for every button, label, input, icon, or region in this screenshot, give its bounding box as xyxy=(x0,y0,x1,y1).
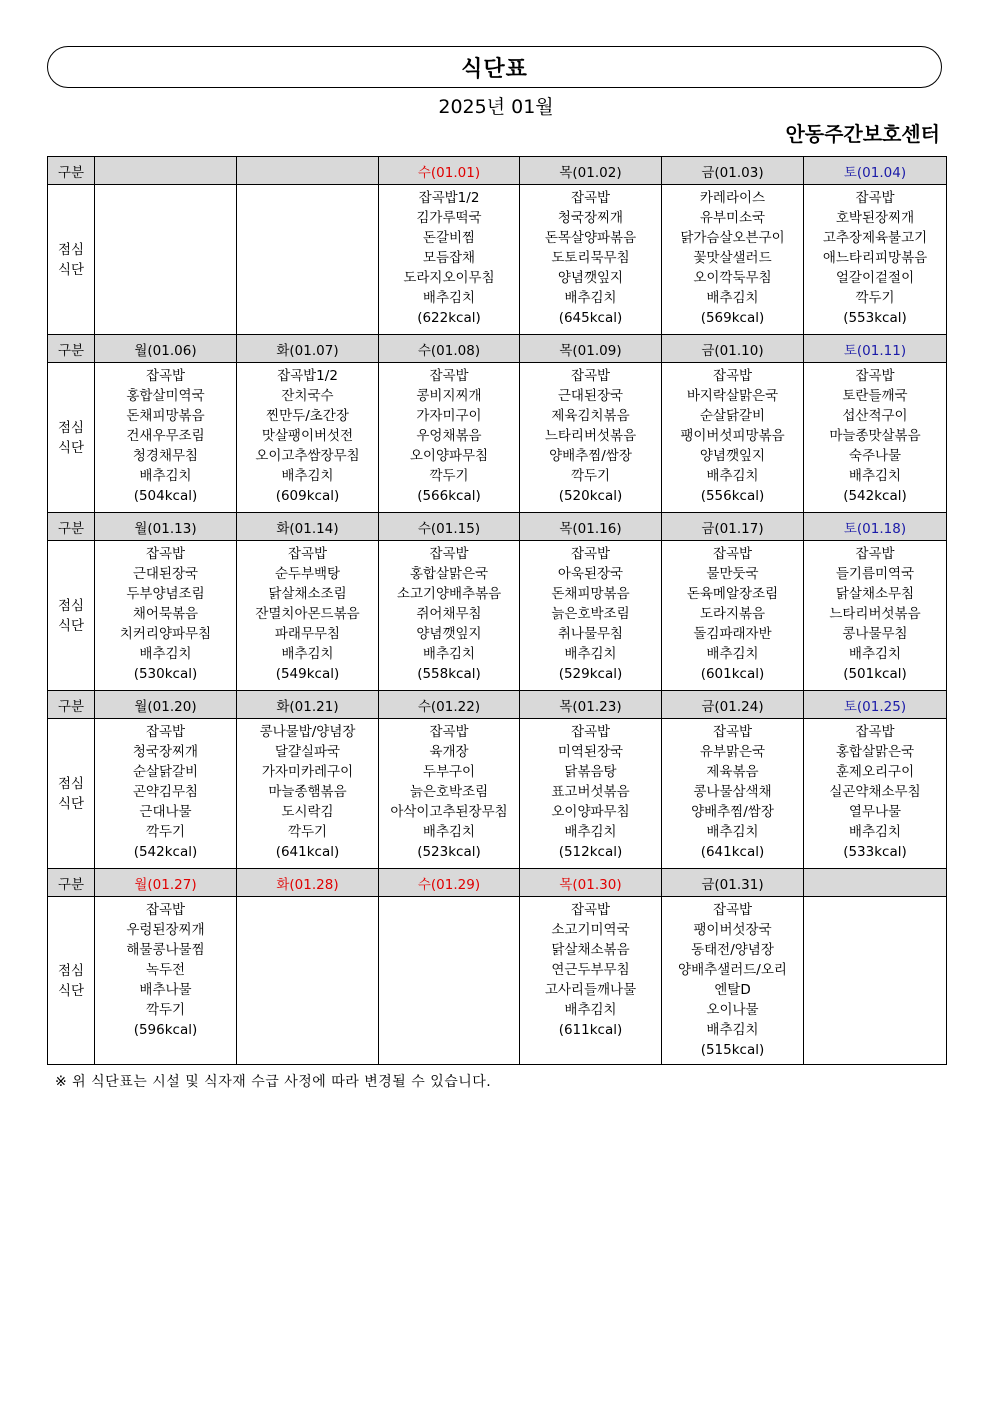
month-subtitle: 2025년 01월 xyxy=(438,96,554,118)
menu-item: 청국장찌개 xyxy=(557,210,624,226)
menu-item: 오이양파무침 xyxy=(551,804,630,820)
menu-item: 돈육메알장조림 xyxy=(686,586,779,602)
day-menu-cell xyxy=(662,363,804,513)
menu-item: 잡곡밥 xyxy=(855,368,895,384)
day-header: 월(01.06) xyxy=(95,335,237,363)
day-header: 목(01.30) xyxy=(520,869,662,897)
section-label: 구분 xyxy=(48,869,95,897)
menu-item: 배추김치 xyxy=(139,468,192,484)
menu-item: (596kcal) xyxy=(133,1022,198,1038)
section-label: 구분 xyxy=(48,157,95,185)
menu-item: 순살닭갈비 xyxy=(132,764,199,780)
menu-item: (566kcal) xyxy=(417,488,481,504)
menu-item: 쥐어채무침 xyxy=(416,606,482,622)
menu-item: 숙주나물 xyxy=(848,448,902,464)
menu-item: 잡곡밥 xyxy=(570,902,611,918)
day-header xyxy=(237,157,379,185)
week-menu-row xyxy=(48,719,947,869)
menu-item: 배추김치 xyxy=(564,1002,617,1018)
menu-item: 바지락살맑은국 xyxy=(686,388,779,404)
meal-label-line: 점심 xyxy=(57,597,85,614)
day-header: 월(01.27) xyxy=(95,869,237,897)
menu-item: (529kcal) xyxy=(558,666,623,682)
menu-item: 마늘종맛살볶음 xyxy=(829,428,921,444)
day-header: 토(01.11) xyxy=(804,335,947,363)
meal-label xyxy=(48,719,95,869)
day-header: 수(01.01) xyxy=(379,157,520,185)
menu-item: 채어묵볶음 xyxy=(132,606,199,622)
menu-item: (553kcal) xyxy=(843,310,907,326)
menu-item: 깍두기 xyxy=(855,290,895,306)
menu-item: 배추김치 xyxy=(706,468,759,484)
day-header: 목(01.02) xyxy=(520,157,662,185)
day-menu-cell xyxy=(520,541,662,691)
menu-item: 홍합살맑은국 xyxy=(835,744,915,760)
menu-item: 가자미카레구이 xyxy=(261,764,354,780)
menu-item: 양념깻잎지 xyxy=(557,270,624,286)
menu-item: 순살닭갈비 xyxy=(699,408,766,424)
menu-item: 치커리양파무침 xyxy=(119,626,212,642)
menu-item: 꽃맛살샐러드 xyxy=(693,250,772,266)
meal-label xyxy=(48,185,95,335)
menu-item: 돈목살양파볶음 xyxy=(544,230,637,246)
day-menu-cell xyxy=(520,719,662,869)
menu-item: 연근두부무침 xyxy=(551,962,630,978)
menu-item: 건새우무조림 xyxy=(126,428,205,444)
menu-item: 양념깻잎지 xyxy=(416,626,482,642)
day-menu-cell xyxy=(662,897,804,1065)
menu-item: 잡곡밥 xyxy=(570,724,611,740)
menu-item: 배추김치 xyxy=(706,646,759,662)
menu-item: 배추김치 xyxy=(281,468,334,484)
day-menu-cell xyxy=(379,897,520,1065)
day-menu-cell xyxy=(379,541,520,691)
menu-item: 콩비지찌개 xyxy=(416,388,482,404)
menu-item: 잡곡밥 xyxy=(570,190,611,206)
menu-item: (533kcal) xyxy=(843,844,907,860)
menu-item: 물만둣국 xyxy=(706,566,759,582)
day-header: 금(01.10) xyxy=(662,335,804,363)
menu-item: 달걀실파국 xyxy=(274,744,341,760)
menu-item: 깍두기 xyxy=(429,468,469,484)
week-menu-row xyxy=(48,897,947,1065)
menu-item: 근대나물 xyxy=(139,804,192,820)
day-header: 수(01.22) xyxy=(379,691,520,719)
menu-item: 잡곡밥 xyxy=(145,902,186,918)
menu-item: 호박된장찌개 xyxy=(835,210,915,226)
menu-item: (523kcal) xyxy=(417,844,481,860)
day-header: 화(01.21) xyxy=(237,691,379,719)
day-menu-cell xyxy=(804,897,947,1065)
menu-item: 배추김치 xyxy=(848,468,902,484)
meal-label-line: 식단 xyxy=(57,795,85,812)
menu-item: 유부맑은국 xyxy=(699,744,766,760)
menu-item: 배추김치 xyxy=(706,290,759,306)
day-header: 목(01.16) xyxy=(520,513,662,541)
menu-item: 잡곡밥 xyxy=(429,546,469,562)
day-header: 월(01.13) xyxy=(95,513,237,541)
meal-label-line: 식단 xyxy=(57,439,85,456)
menu-item: 배추나물 xyxy=(139,982,192,998)
day-menu-cell xyxy=(804,363,947,513)
menu-item: 잡곡밥 xyxy=(855,724,895,740)
week-header-row xyxy=(48,869,947,897)
day-menu-cell xyxy=(95,897,237,1065)
menu-item: 배추김치 xyxy=(139,646,192,662)
section-label: 구분 xyxy=(48,513,95,541)
menu-item: 홍합살미역국 xyxy=(126,388,205,404)
day-header: 월(01.20) xyxy=(95,691,237,719)
menu-item: (504kcal) xyxy=(133,488,198,504)
menu-item: 맛살팽이버섯전 xyxy=(261,428,354,444)
menu-item: (542kcal) xyxy=(843,488,907,504)
menu-item: 돌김파래자반 xyxy=(693,626,772,642)
menu-item: 제육김치볶음 xyxy=(551,408,630,424)
menu-item: 애느타리피망볶음 xyxy=(822,250,928,266)
menu-item: 오이양파무침 xyxy=(409,448,489,464)
menu-item: 늙은호박조림 xyxy=(551,606,630,622)
meal-label xyxy=(48,897,95,1065)
menu-item: 잔멸치아몬드볶음 xyxy=(255,606,360,622)
menu-item: 잔치국수 xyxy=(281,388,334,404)
menu-item: 청경채무침 xyxy=(132,448,199,464)
menu-item: 잡곡밥 xyxy=(287,546,328,562)
menu-item: 돈갈비찜 xyxy=(422,230,476,246)
day-header: 토(01.25) xyxy=(804,691,947,719)
menu-item: 잡곡밥 xyxy=(855,546,895,562)
meal-label-line: 점심 xyxy=(57,962,85,979)
menu-item: 오이고추쌈장무침 xyxy=(255,448,360,464)
menu-item: 청국장찌개 xyxy=(132,744,199,760)
menu-item: 배추김치 xyxy=(706,824,759,840)
meal-label-line: 식단 xyxy=(57,617,85,634)
menu-item: 닭볶음탕 xyxy=(564,764,617,780)
menu-item: (512kcal) xyxy=(558,844,623,860)
day-menu-cell xyxy=(520,897,662,1065)
day-menu-cell xyxy=(520,363,662,513)
meal-label-line: 식단 xyxy=(57,261,85,278)
day-menu-cell xyxy=(662,185,804,335)
menu-item: 도라지오이무침 xyxy=(403,270,495,286)
menu-item: 토란들깨국 xyxy=(842,388,908,404)
menu-item: 소고기양배추볶음 xyxy=(396,586,502,602)
menu-item: 배추김치 xyxy=(564,646,617,662)
menu-item: 돈채피망볶음 xyxy=(551,586,630,602)
day-header: 화(01.07) xyxy=(237,335,379,363)
meal-label xyxy=(48,541,95,691)
menu-item: 도라지볶음 xyxy=(699,606,766,622)
menu-item: 홍합살맑은국 xyxy=(409,566,489,582)
menu-item: 엔탈D xyxy=(714,982,751,998)
menu-item: (611kcal) xyxy=(558,1022,623,1038)
menu-item: 실곤약채소무침 xyxy=(829,784,921,800)
menu-item: 잡곡밥 xyxy=(570,368,611,384)
menu-item: 제육볶음 xyxy=(706,764,759,780)
menu-item: 콩나물밥/양념장 xyxy=(259,724,356,740)
menu-item: 깍두기 xyxy=(570,468,611,484)
day-header: 화(01.14) xyxy=(237,513,379,541)
day-menu-cell xyxy=(95,719,237,869)
day-header: 수(01.08) xyxy=(379,335,520,363)
menu-item: 들기름미역국 xyxy=(835,566,915,582)
menu-item: (641kcal) xyxy=(700,844,765,860)
menu-item: 소고기미역국 xyxy=(551,922,630,938)
menu-item: 팽이버섯피망볶음 xyxy=(680,428,785,444)
day-menu-cell xyxy=(379,363,520,513)
menu-item: 배추김치 xyxy=(564,824,617,840)
menu-item: 깍두기 xyxy=(145,824,186,840)
menu-item: 배추김치 xyxy=(848,824,902,840)
menu-item: (641kcal) xyxy=(275,844,340,860)
menu-item: 닭살채소무침 xyxy=(835,586,915,602)
day-menu-cell xyxy=(379,719,520,869)
menu-item: 양배추샐러드/오리 xyxy=(678,962,787,978)
menu-item: 배추김치 xyxy=(564,290,617,306)
menu-item: 닭가슴살오븐구이 xyxy=(680,230,785,246)
day-menu-cell xyxy=(237,185,379,335)
menu-item: 근대된장국 xyxy=(557,388,624,404)
center-name: 안동주간보호센터 xyxy=(785,122,940,146)
menu-item: 열무나물 xyxy=(848,804,902,820)
menu-item: 섭산적구이 xyxy=(842,408,908,424)
day-menu-cell xyxy=(95,541,237,691)
menu-item: 아욱된장국 xyxy=(557,566,624,582)
menu-item: (609kcal) xyxy=(275,488,340,504)
day-header: 토(01.18) xyxy=(804,513,947,541)
menu-item: 취나물무침 xyxy=(557,626,624,642)
menu-item: 파래무무침 xyxy=(274,626,341,642)
meal-label-line: 식단 xyxy=(57,982,85,999)
menu-item: 배추김치 xyxy=(281,646,334,662)
menu-item: (515kcal) xyxy=(700,1042,765,1058)
footnote: ※ 위 식단표는 시설 및 식자재 수급 사정에 따라 변경될 수 있습니다. xyxy=(55,1074,492,1090)
menu-item: 닭살채소볶음 xyxy=(551,942,630,958)
menu-item: 늙은호박조림 xyxy=(409,784,489,800)
menu-item: 돈채피망볶음 xyxy=(126,408,205,424)
day-menu-cell xyxy=(95,185,237,335)
menu-item: 녹두전 xyxy=(145,962,186,978)
menu-item: 아삭이고추된장무침 xyxy=(390,804,508,820)
menu-item: 잡곡밥 xyxy=(712,724,753,740)
menu-item: 콩나물무침 xyxy=(842,626,908,642)
menu-item: 두부구이 xyxy=(422,764,476,780)
section-label: 구분 xyxy=(48,691,95,719)
week-header-row xyxy=(48,335,947,363)
menu-item: 콩나물삼색채 xyxy=(693,784,772,800)
week-menu-row xyxy=(48,363,947,513)
day-header: 금(01.17) xyxy=(662,513,804,541)
week-header-row xyxy=(48,513,947,541)
menu-item: 찐만두/초간장 xyxy=(266,408,349,424)
menu-item: 잡곡밥1/2 xyxy=(418,190,480,206)
menu-item: 잡곡밥 xyxy=(570,546,611,562)
menu-item: 닭살채소조림 xyxy=(268,586,347,602)
menu-item: 깍두기 xyxy=(145,1002,186,1018)
week-header-row xyxy=(48,157,947,185)
menu-item: 잡곡밥 xyxy=(429,724,469,740)
menu-item: 두부양념조림 xyxy=(126,586,205,602)
day-menu-cell xyxy=(237,719,379,869)
menu-item: 마늘종햄볶음 xyxy=(268,784,347,800)
day-header: 토(01.04) xyxy=(804,157,947,185)
day-header: 화(01.28) xyxy=(237,869,379,897)
menu-item: 배추김치 xyxy=(422,824,476,840)
menu-item: 고사리들깨나물 xyxy=(544,982,637,998)
menu-item: (645kcal) xyxy=(558,310,623,326)
menu-item: 양념깻잎지 xyxy=(699,448,766,464)
menu-item: 잡곡밥 xyxy=(429,368,469,384)
menu-item: 잡곡밥 xyxy=(145,368,186,384)
menu-item: 카레라이스 xyxy=(699,190,766,206)
menu-item: (530kcal) xyxy=(133,666,198,682)
menu-item: (542kcal) xyxy=(133,844,198,860)
menu-item: 미역된장국 xyxy=(557,744,624,760)
meal-label-line: 점심 xyxy=(57,241,85,258)
menu-item: 느타리버섯볶음 xyxy=(829,606,921,622)
week-header-row xyxy=(48,691,947,719)
day-header: 목(01.09) xyxy=(520,335,662,363)
section-label: 구분 xyxy=(48,335,95,363)
menu-item: 느타리버섯볶음 xyxy=(544,428,637,444)
menu-item: (549kcal) xyxy=(275,666,340,682)
week-menu-row xyxy=(48,185,947,335)
day-menu-cell xyxy=(237,541,379,691)
day-header: 금(01.31) xyxy=(662,869,804,897)
day-header: 금(01.03) xyxy=(662,157,804,185)
page-title: 식단표 xyxy=(461,56,528,82)
menu-item: 곤약김무침 xyxy=(132,784,199,800)
menu-item: (622kcal) xyxy=(417,310,481,326)
week-menu-row xyxy=(48,541,947,691)
menu-item: 오이깍둑무침 xyxy=(693,270,772,286)
menu-item: 훈제오리구이 xyxy=(835,764,915,780)
menu-item: 표고버섯볶음 xyxy=(551,784,630,800)
menu-item: 고추장제육불고기 xyxy=(822,230,928,246)
meal-label-line: 점심 xyxy=(57,775,85,792)
day-menu-cell xyxy=(662,541,804,691)
menu-item: 도시락김 xyxy=(281,804,334,820)
menu-item: 김가루떡국 xyxy=(416,210,482,226)
menu-item: 육개장 xyxy=(429,744,469,760)
day-menu-cell xyxy=(804,185,947,335)
menu-item: (558kcal) xyxy=(417,666,481,682)
day-menu-cell xyxy=(804,719,947,869)
menu-item: 양배추찜/쌈장 xyxy=(549,448,632,464)
menu-item: 배추김치 xyxy=(706,1022,759,1038)
meal-label-line: 점심 xyxy=(57,419,85,436)
day-header xyxy=(804,869,947,897)
menu-item: 해물콩나물찜 xyxy=(126,942,205,958)
menu-item: (601kcal) xyxy=(700,666,765,682)
menu-item: 배추김치 xyxy=(422,646,476,662)
day-header: 수(01.15) xyxy=(379,513,520,541)
day-menu-cell xyxy=(237,897,379,1065)
menu-item: 모듬잡채 xyxy=(422,250,476,266)
day-menu-cell xyxy=(379,185,520,335)
menu-item: 유부미소국 xyxy=(699,210,766,226)
menu-item: 잡곡밥1/2 xyxy=(277,368,338,384)
menu-item: 동태전/양념장 xyxy=(691,942,774,958)
meal-label xyxy=(48,363,95,513)
menu-item: (520kcal) xyxy=(558,488,623,504)
menu-item: 가자미구이 xyxy=(416,408,482,424)
menu-item: (501kcal) xyxy=(843,666,907,682)
day-menu-cell xyxy=(95,363,237,513)
day-menu-cell xyxy=(520,185,662,335)
menu-item: 순두부백탕 xyxy=(274,566,341,582)
menu-item: 잡곡밥 xyxy=(712,902,753,918)
day-header: 목(01.23) xyxy=(520,691,662,719)
menu-item: 근대된장국 xyxy=(132,566,199,582)
menu-item: 우엉채볶음 xyxy=(416,428,482,444)
day-menu-cell xyxy=(804,541,947,691)
menu-item: (556kcal) xyxy=(700,488,765,504)
day-menu-cell xyxy=(662,719,804,869)
day-header: 수(01.29) xyxy=(379,869,520,897)
menu-item: 양배추찜/쌈장 xyxy=(691,804,774,820)
menu-item: 잡곡밥 xyxy=(145,546,186,562)
menu-item: 배추김치 xyxy=(848,646,902,662)
menu-item: 오이나물 xyxy=(706,1002,759,1018)
day-header: 금(01.24) xyxy=(662,691,804,719)
day-menu-cell xyxy=(237,363,379,513)
day-header xyxy=(95,157,237,185)
menu-item: 깍두기 xyxy=(287,824,328,840)
menu-item: 잡곡밥 xyxy=(855,190,895,206)
menu-item: 잡곡밥 xyxy=(712,368,753,384)
menu-item: 팽이버섯장국 xyxy=(693,922,772,938)
menu-item: 우렁된장찌개 xyxy=(126,922,205,938)
title-banner xyxy=(47,46,942,88)
menu-item: 잡곡밥 xyxy=(145,724,186,740)
menu-table xyxy=(47,156,947,1065)
menu-item: (569kcal) xyxy=(700,310,765,326)
menu-item: 배추김치 xyxy=(422,290,476,306)
menu-item: 얼갈이겉절이 xyxy=(835,270,915,286)
menu-item: 도토리묵무침 xyxy=(551,250,630,266)
menu-item: 잡곡밥 xyxy=(712,546,753,562)
